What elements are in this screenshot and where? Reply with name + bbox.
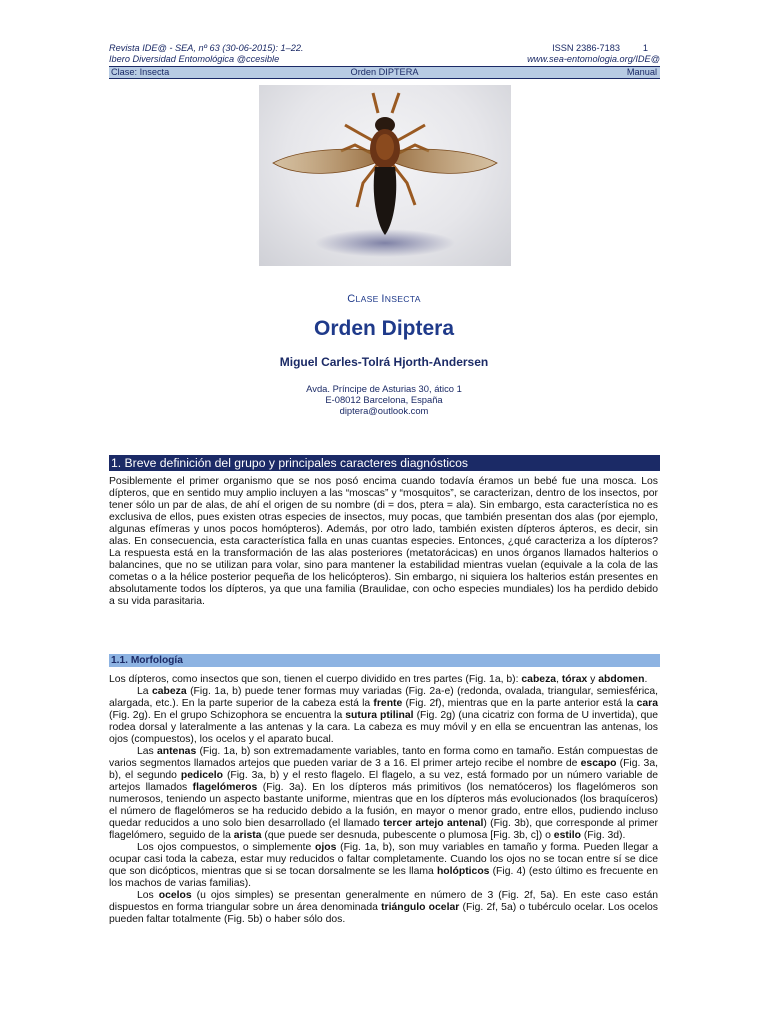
- paragraph-antennae: Las antenas (Fig. 1a, b) son extremadamente variables, tanto en forma como en tamaño. Están compuestas de varios segmentos llamados artejos que pueden variar de 3 a 16. El primer artejo recibe el nombre de escapo (Fig. 3a, b), el segundo pedicelo (Fig. 3a, b) y el resto flagelo. El flagelo, a su vez, está formado por un número variable de artejos llamados flagelómeros (Fig. 3a). En los dípteros más primitivos (los nematóceros) los flagelómeros son numerosos, teniendo un aspecto bastante uniforme, mientras que en los dípteros más evolucionados (los braquíceros) el número de flagelómeros se ha reducido debido a la fusión, en mayor o menor grado, entre ellos, pudiendo incluso quedar reducidos a uno solo bien desarrollado (el llamado tercer artejo antenal) (Fig. 3b), que corresponde al primer flagelómero, seguido de la arista (que puede ser desnuda, pubescente o plumosa [Fig. 3b, c]) o estilo (Fig. 3d).: [109, 746, 659, 841]
- fly-illustration: [259, 85, 511, 266]
- class-label-c: C: [347, 293, 356, 305]
- author-name: Miguel Carles-Tolrá Hjorth-Andersen: [279, 355, 489, 369]
- section-1-paragraph: Posiblemente el primer organismo que se nos posó encima cuando todavía éramos un bebé fue una mosca. Los dípteros, que en sentido muy amplio incluyen a las “moscas” y “mosquitos”, se caracterizan, dentro de los insectos, por tener sólo un par de alas, de ahí el origen de su nombre (di = dos, ptera = ala). Sin embargo, esta característica no es exclusiva de ellos, pues existen otras especies de insectos, muy pocas, que también presentan dos alas (por ejemplo, algunas efímeras y unos pocos homópteros). Además, por otro lado, también existen dípteros ápteros, es decir, sin alas. En consecuencia, esta característica falla en unas cuantas especies. Entonces, ¿qué caracteriza a los dípteros? La respuesta está en la transformación de las alas posteriores (metatorácicas) en unos órganos llamados halterios o balancines, que no se utilizan para volar, sino para mantener la estabilidad mientras vuelan (equivale a la cola de las cometas o a la hélice posterior pequeña de los helicópteros). Sin embargo, ni siquiera los halterios están presentes en absolutamente todos los dípteros, ya que una familia (Braulidae, con ocho especies mundiales) los ha perdido debido a su vida parasitaria.: [109, 476, 658, 607]
- paragraph-head: La cabeza (Fig. 1a, b) puede tener formas muy variadas (Fig. 2a-e) (redonda, ovalada, triangular, semiesférica, alargada, etc.). En la parte superior de la cabeza está la frente (Fig. 2f), mientras que en la parte anterior está la cara (Fig. 2g). En el grupo Schizophora se encuentra la sutura ptilinal (Fig. 2g) (una cicatriz con forma de U invertida), que rodea dorsal y lateralmente a las antenas y la cara. La cabeza es muy móvil y en ella se encuentran las antenas, los ojos (compuestos), los ocelos y el aparato bucal.: [109, 686, 659, 745]
- class-label-nsecta: NSECTA: [384, 294, 421, 304]
- header-bar-order: Orden DIPTERA: [350, 67, 419, 77]
- issn: ISSN 2386-7183: [552, 43, 620, 53]
- section-heading-1-1-text: 1.1. Morfología: [111, 655, 183, 666]
- class-label-i: I: [381, 293, 385, 305]
- paragraph-body-parts: Los dípteros, como insectos que son, tienen el cuerpo dividido en tres partes (Fig. 1a, b): cabeza, tórax y abdomen.: [109, 674, 648, 685]
- author-address-line2: E-08012 Barcelona, España: [325, 394, 443, 405]
- section-heading-1-text: 1. Breve definición del grupo y principales caracteres diagnósticos: [111, 456, 469, 470]
- morphology-text: [109, 674, 658, 926]
- header-rule-bottom: [109, 78, 660, 79]
- journal-citation: Revista IDE@ - SEA, nº 63 (30-06-2015): 1–22.: [109, 43, 304, 53]
- class-label: [0, 293, 768, 305]
- class-label-lase: LASE: [355, 294, 382, 304]
- page-number: 1: [642, 43, 648, 53]
- section-heading-1: [109, 455, 660, 471]
- journal-header-line2: [109, 54, 660, 65]
- journal-subtitle: Ibero Diversidad Entomológica @ccesible: [109, 54, 280, 64]
- author-email[interactable]: diptera@outlook.com: [339, 405, 429, 416]
- paragraph-eyes: Los ojos compuestos, o simplemente ojos (Fig. 1a, b), son muy variables en tamaño y forma. Pueden llegar a ocupar casi toda la cabeza, estar muy reducidos o faltar completamente. Cuando los ojos no se tocan entre sí se dice que son dicópticos, mientras que si se tocan dorsalmente se les llama holópticos (Fig. 4) (esto último es frecuente en los machos de varias familias).: [109, 842, 658, 889]
- paragraph-ocelli: Los ocelos (u ojos simples) se presentan generalmente en número de 3 (Fig. 2f, 5a). En este caso están dispuestos en forma triangular sobre un área denominada triángulo ocelar (Fig. 2f, 5a) o tubérculo ocelar. Los ocelos pueden faltar totalmente (Fig. 5b) o haber sólo dos.: [109, 890, 659, 925]
- journal-header-line1: [109, 43, 660, 54]
- section-heading-1-1: [109, 654, 660, 667]
- header-bar-class: Clase: Insecta: [111, 67, 170, 77]
- diptera-photo: [259, 85, 511, 266]
- header-bar: [109, 67, 660, 78]
- author-address-line1: Avda. Príncipe de Asturias 30, ático 1: [306, 383, 462, 394]
- article-title: Orden Diptera: [313, 317, 455, 340]
- journal-url[interactable]: www.sea-entomologia.org/IDE@: [527, 54, 660, 64]
- header-bar-type: Manual: [626, 67, 657, 77]
